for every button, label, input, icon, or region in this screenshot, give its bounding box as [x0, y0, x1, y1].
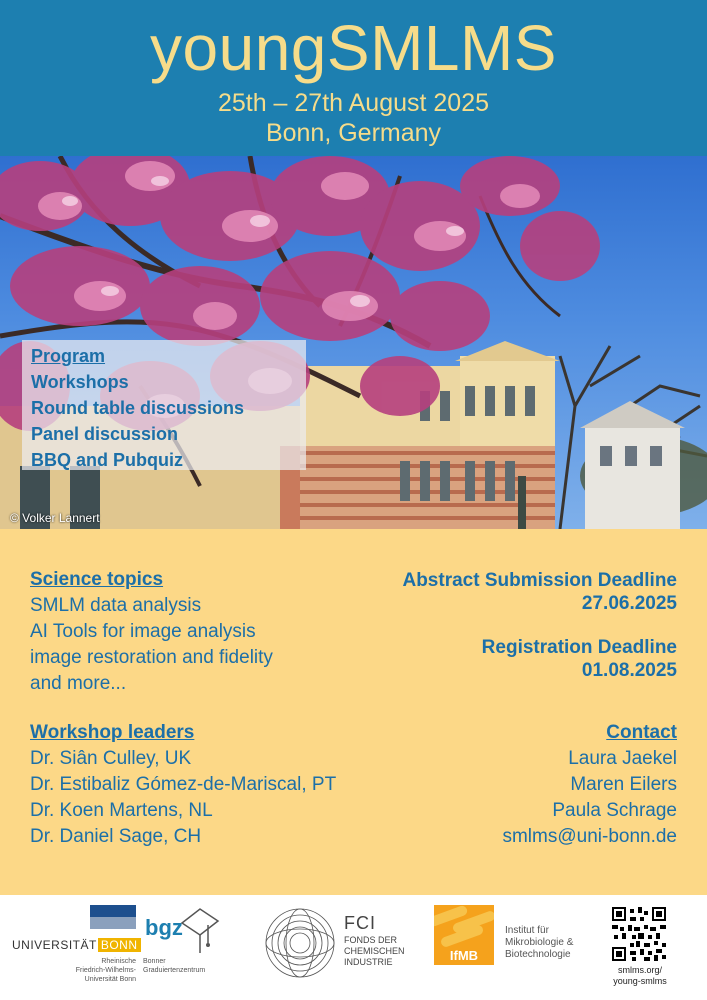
abstract-deadline-date: 27.06.2025	[581, 593, 677, 614]
ifmb-mark	[434, 905, 494, 965]
contact-name: Maren Eilers	[570, 774, 677, 795]
fci-subtitle	[344, 935, 405, 968]
contact-name: Laura Jaekel	[568, 748, 677, 769]
qr-code-icon[interactable]	[612, 907, 666, 961]
program-heading: Program	[31, 346, 106, 366]
abstract-deadline-label: Abstract Submission Deadline	[402, 570, 677, 591]
ifmb-subtitle	[505, 925, 573, 961]
registration-deadline-date: 01.08.2025	[581, 660, 677, 681]
qr-caption-line: smlms.org/	[617, 965, 662, 975]
contact-email: smlms@uni-bonn.de	[502, 826, 677, 847]
program-item-workshops: Workshops	[31, 372, 129, 392]
science-topic-item: and more...	[30, 673, 127, 694]
program-item-round-table: Round table discussions	[31, 398, 245, 418]
workshop-leaders-heading: Workshop leaders	[30, 722, 195, 743]
uni-bonn-wordmark	[12, 938, 141, 952]
bgz-subtitle	[143, 957, 205, 975]
program-box	[22, 340, 306, 470]
event-dates: 25th – 27th August 2025	[217, 89, 490, 117]
registration-deadline-label: Registration Deadline	[481, 637, 677, 658]
uni-bonn-sub-line: Friedrich-Wilhelms-	[75, 967, 136, 974]
qr-caption-line: young-smlms	[613, 976, 667, 986]
workshop-leader-item: Dr. Daniel Sage, CH	[30, 826, 202, 847]
qr-caption	[600, 965, 680, 987]
event-location: Bonn, Germany	[265, 119, 442, 147]
ifmb-sub-line: Biotechnologie	[505, 949, 571, 960]
contact-heading: Contact	[606, 722, 677, 743]
uni-bonn-sub-line: Rheinische	[101, 958, 136, 965]
program-item-bbq: BBQ and Pubquiz	[31, 450, 183, 470]
venue-photo	[0, 156, 707, 529]
ifmb-sub-line: Institut für	[505, 925, 549, 936]
info-section	[0, 529, 707, 895]
science-topic-item: SMLM data analysis	[30, 595, 202, 616]
science-topic-item: image restoration and fidelity	[30, 647, 273, 668]
bgz-sub-line: Bonner	[143, 958, 166, 965]
white-house	[580, 401, 685, 529]
uni-bonn-word-bonn: BONN	[98, 938, 141, 952]
footer-logos	[0, 895, 707, 1000]
fci-rosette-icon	[262, 903, 338, 983]
uni-bonn-word: UNIVERSITÄT	[12, 938, 97, 952]
graduation-cap-icon	[178, 903, 222, 959]
ifmb-sub-line: Mikrobiologie &	[505, 937, 574, 948]
uni-bonn-subtitle	[56, 957, 136, 984]
workshop-leader-item: Dr. Estibaliz Gómez-de-Mariscal, PT	[30, 774, 337, 795]
science-topic-item: AI Tools for image analysis	[30, 621, 256, 642]
bgz-wordmark: bgz	[145, 915, 183, 940]
fci-sub-line: INDUSTRIE	[344, 957, 393, 967]
fci-sub-line: CHEMISCHEN	[344, 946, 405, 956]
fci-wordmark: FCI	[344, 913, 376, 933]
event-title: youngSMLMS	[150, 12, 557, 84]
workshop-leader-item: Dr. Koen Martens, NL	[30, 800, 213, 821]
science-topics-heading: Science topics	[30, 569, 164, 590]
photo-credit: © Volker Lannert	[10, 511, 100, 525]
ifmb-wordmark: IfMB	[449, 948, 479, 963]
header-banner	[0, 0, 707, 156]
program-item-panel: Panel discussion	[31, 424, 179, 444]
contact-name: Paula Schrage	[552, 800, 677, 821]
bgz-sub-line: Graduiertenzentrum	[143, 967, 206, 974]
workshop-leader-item: Dr. Siân Culley, UK	[30, 748, 192, 769]
fci-sub-line: FONDS DER	[344, 935, 398, 945]
uni-bonn-mark-bottom	[90, 917, 136, 929]
uni-bonn-sub-line: Universität Bonn	[84, 976, 136, 983]
